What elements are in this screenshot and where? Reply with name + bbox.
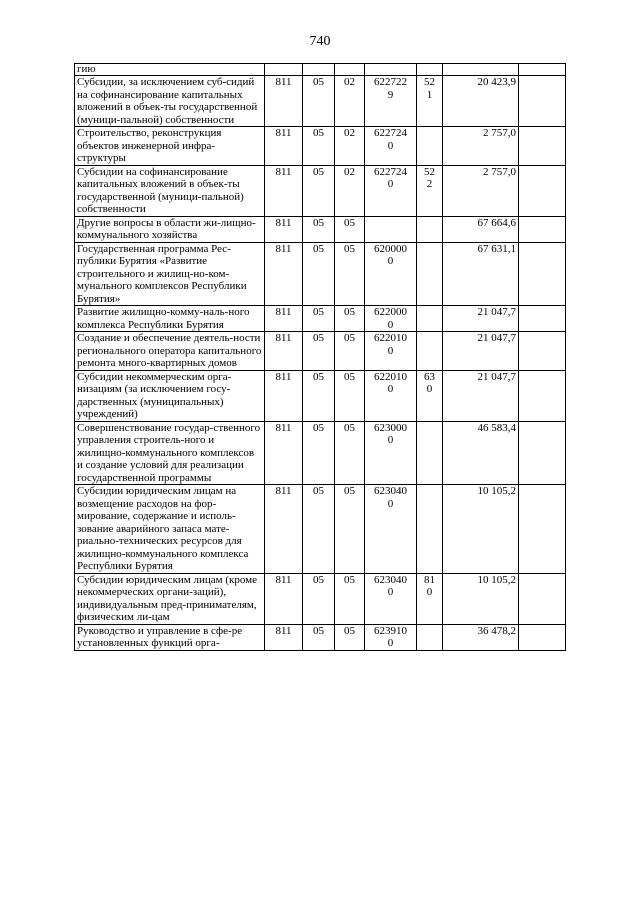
target-code-cell-text: 623910 0 xyxy=(374,624,407,649)
expense-type-cell xyxy=(417,216,443,242)
amount-cell: 2 757,0 xyxy=(443,165,519,216)
target-code-cell xyxy=(365,242,417,306)
target-code-cell-text: 623040 0 xyxy=(374,485,407,510)
expense-type-cell xyxy=(417,306,443,332)
subsection-code-cell: 05 xyxy=(335,332,365,371)
budget-table xyxy=(74,63,566,651)
table-row xyxy=(75,165,566,216)
row-name-cell: гию xyxy=(75,64,265,76)
table-row xyxy=(75,370,566,421)
ministry-code-cell: 811 xyxy=(265,216,303,242)
amount-cell: 21 047,7 xyxy=(443,306,519,332)
subsection-code-cell: 02 xyxy=(335,76,365,127)
table-row xyxy=(75,332,566,371)
target-code-cell-text: 623000 0 xyxy=(374,421,407,446)
amount-cell: 21 047,7 xyxy=(443,332,519,371)
section-code-cell: 05 xyxy=(303,485,335,574)
row-name-cell: Государственная программа Рес-публики Бурятия «Развитие строительного и жилищ-но-ком-мунального комплексов Республики Бурятия» xyxy=(75,242,265,306)
section-code-cell: 05 xyxy=(303,216,335,242)
target-code-cell xyxy=(365,76,417,127)
table-row xyxy=(75,624,566,650)
table-row xyxy=(75,127,566,166)
expense-type-cell xyxy=(417,165,443,216)
amount-cell xyxy=(443,64,519,76)
amount-cell: 67 664,6 xyxy=(443,216,519,242)
target-code-cell xyxy=(365,216,417,242)
empty-cell xyxy=(519,127,566,166)
expense-type-cell xyxy=(417,624,443,650)
subsection-code-cell: 05 xyxy=(335,216,365,242)
table-row xyxy=(75,485,566,574)
ministry-code-cell: 811 xyxy=(265,165,303,216)
row-name-cell: Субсидии, за исключением суб-сидий на софинансирование капитальных вложений в объек-ты государственной (муници-пальной) собственности xyxy=(75,76,265,127)
table-row xyxy=(75,216,566,242)
ministry-code-cell: 811 xyxy=(265,573,303,624)
empty-cell xyxy=(519,165,566,216)
expense-type-cell xyxy=(417,76,443,127)
target-code-cell xyxy=(365,485,417,574)
section-code-cell: 05 xyxy=(303,127,335,166)
empty-cell xyxy=(519,216,566,242)
section-code-cell: 05 xyxy=(303,242,335,306)
section-code-cell: 05 xyxy=(303,306,335,332)
empty-cell xyxy=(519,370,566,421)
empty-cell xyxy=(519,64,566,76)
target-code-cell xyxy=(365,332,417,371)
empty-cell xyxy=(519,306,566,332)
target-code-cell-text: 622010 0 xyxy=(374,332,407,357)
target-code-cell xyxy=(365,165,417,216)
target-code-cell xyxy=(365,624,417,650)
table-row xyxy=(75,242,566,306)
empty-cell xyxy=(519,421,566,485)
empty-cell xyxy=(519,573,566,624)
ministry-code-cell: 811 xyxy=(265,242,303,306)
empty-cell xyxy=(519,332,566,371)
expense-type-cell xyxy=(417,573,443,624)
amount-cell: 67 631,1 xyxy=(443,242,519,306)
target-code-cell-text: 622000 0 xyxy=(374,306,407,331)
expense-type-cell xyxy=(417,127,443,166)
expense-type-cell xyxy=(417,485,443,574)
amount-cell: 10 105,2 xyxy=(443,485,519,574)
target-code-cell-text: 623040 0 xyxy=(374,573,407,598)
section-code-cell: 05 xyxy=(303,624,335,650)
table-row xyxy=(75,76,566,127)
expense-type-cell xyxy=(417,332,443,371)
ministry-code-cell: 811 xyxy=(265,306,303,332)
expense-type-cell-text: 81 0 xyxy=(424,573,435,598)
section-code-cell: 05 xyxy=(303,332,335,371)
subsection-code-cell: 05 xyxy=(335,485,365,574)
row-name-cell: Субсидии на софинансирование капитальных вложений в объек-ты государственной (муници-пальной) собственности xyxy=(75,165,265,216)
table-row xyxy=(75,421,566,485)
expense-type-cell-text: 52 1 xyxy=(424,76,435,101)
target-code-cell xyxy=(365,127,417,166)
section-code-cell: 05 xyxy=(303,370,335,421)
amount-cell: 20 423,9 xyxy=(443,76,519,127)
empty-cell xyxy=(519,242,566,306)
expense-type-cell xyxy=(417,421,443,485)
row-name-cell: Другие вопросы в области жи-лищно-коммунального хозяйства xyxy=(75,216,265,242)
section-code-cell xyxy=(303,64,335,76)
subsection-code-cell: 05 xyxy=(335,306,365,332)
target-code-cell-text: 622010 0 xyxy=(374,370,407,395)
target-code-cell xyxy=(365,306,417,332)
row-name-cell: Субсидии некоммерческим орга-низациям (за исключением госу-дарственных (муниципальных) учреждений) xyxy=(75,370,265,421)
target-code-cell xyxy=(365,573,417,624)
table-row xyxy=(75,64,566,76)
ministry-code-cell: 811 xyxy=(265,421,303,485)
subsection-code-cell: 05 xyxy=(335,624,365,650)
target-code-cell xyxy=(365,421,417,485)
subsection-code-cell: 05 xyxy=(335,573,365,624)
amount-cell: 21 047,7 xyxy=(443,370,519,421)
row-name-cell: Развитие жилищно-комму-наль-ного комплекса Республики Бурятия xyxy=(75,306,265,332)
row-name-cell: Субсидии юридическим лицам на возмещение расходов на фор-мирование, содержание и исполь-зование аварийного запаса мате-риально-технических ресурсов для жилищно-коммунального комплекса Республики Бурятия xyxy=(75,485,265,574)
subsection-code-cell: 02 xyxy=(335,127,365,166)
target-code-cell-text: 622722 9 xyxy=(374,76,407,101)
subsection-code-cell: 02 xyxy=(335,165,365,216)
ministry-code-cell xyxy=(265,64,303,76)
subsection-code-cell: 05 xyxy=(335,242,365,306)
ministry-code-cell: 811 xyxy=(265,76,303,127)
expense-type-cell-text: 52 2 xyxy=(424,165,435,190)
target-code-cell-text: 622724 0 xyxy=(374,127,407,152)
ministry-code-cell: 811 xyxy=(265,127,303,166)
subsection-code-cell: 05 xyxy=(335,421,365,485)
amount-cell: 36 478,2 xyxy=(443,624,519,650)
empty-cell xyxy=(519,485,566,574)
ministry-code-cell: 811 xyxy=(265,485,303,574)
row-name-cell: Совершенствование государ-ственного управления строитель-ного и жилищно-коммунального комплексов и создание условий для реализации государственной программы xyxy=(75,421,265,485)
target-code-cell xyxy=(365,64,417,76)
expense-type-cell-text: 63 0 xyxy=(424,370,435,395)
ministry-code-cell: 811 xyxy=(265,370,303,421)
empty-cell xyxy=(519,624,566,650)
amount-cell: 10 105,2 xyxy=(443,573,519,624)
subsection-code-cell xyxy=(335,64,365,76)
expense-type-cell xyxy=(417,242,443,306)
ministry-code-cell: 811 xyxy=(265,624,303,650)
target-code-cell xyxy=(365,370,417,421)
row-name-cell: Строительство, реконструкция объектов инженерной инфра-структуры xyxy=(75,127,265,166)
amount-cell: 2 757,0 xyxy=(443,127,519,166)
section-code-cell: 05 xyxy=(303,76,335,127)
ministry-code-cell: 811 xyxy=(265,332,303,371)
amount-cell: 46 583,4 xyxy=(443,421,519,485)
target-code-cell-text: 622724 0 xyxy=(374,165,407,190)
empty-cell xyxy=(519,76,566,127)
row-name-cell: Субсидии юридическим лицам (кроме некоммерческих органи-заций), индивидуальным пред-принимателям, физическим ли-цам xyxy=(75,573,265,624)
table-row xyxy=(75,573,566,624)
subsection-code-cell: 05 xyxy=(335,370,365,421)
page-number: 740 xyxy=(309,34,331,49)
row-name-cell: Создание и обеспечение деятель-ности регионального оператора капитального ремонта много-квартирных домов xyxy=(75,332,265,371)
section-code-cell: 05 xyxy=(303,165,335,216)
target-code-cell-text: 620000 0 xyxy=(374,242,407,267)
section-code-cell: 05 xyxy=(303,573,335,624)
expense-type-cell xyxy=(417,64,443,76)
section-code-cell: 05 xyxy=(303,421,335,485)
table-row xyxy=(75,306,566,332)
expense-type-cell xyxy=(417,370,443,421)
row-name-cell: Руководство и управление в сфе-ре установленных функций орга- xyxy=(75,624,265,650)
